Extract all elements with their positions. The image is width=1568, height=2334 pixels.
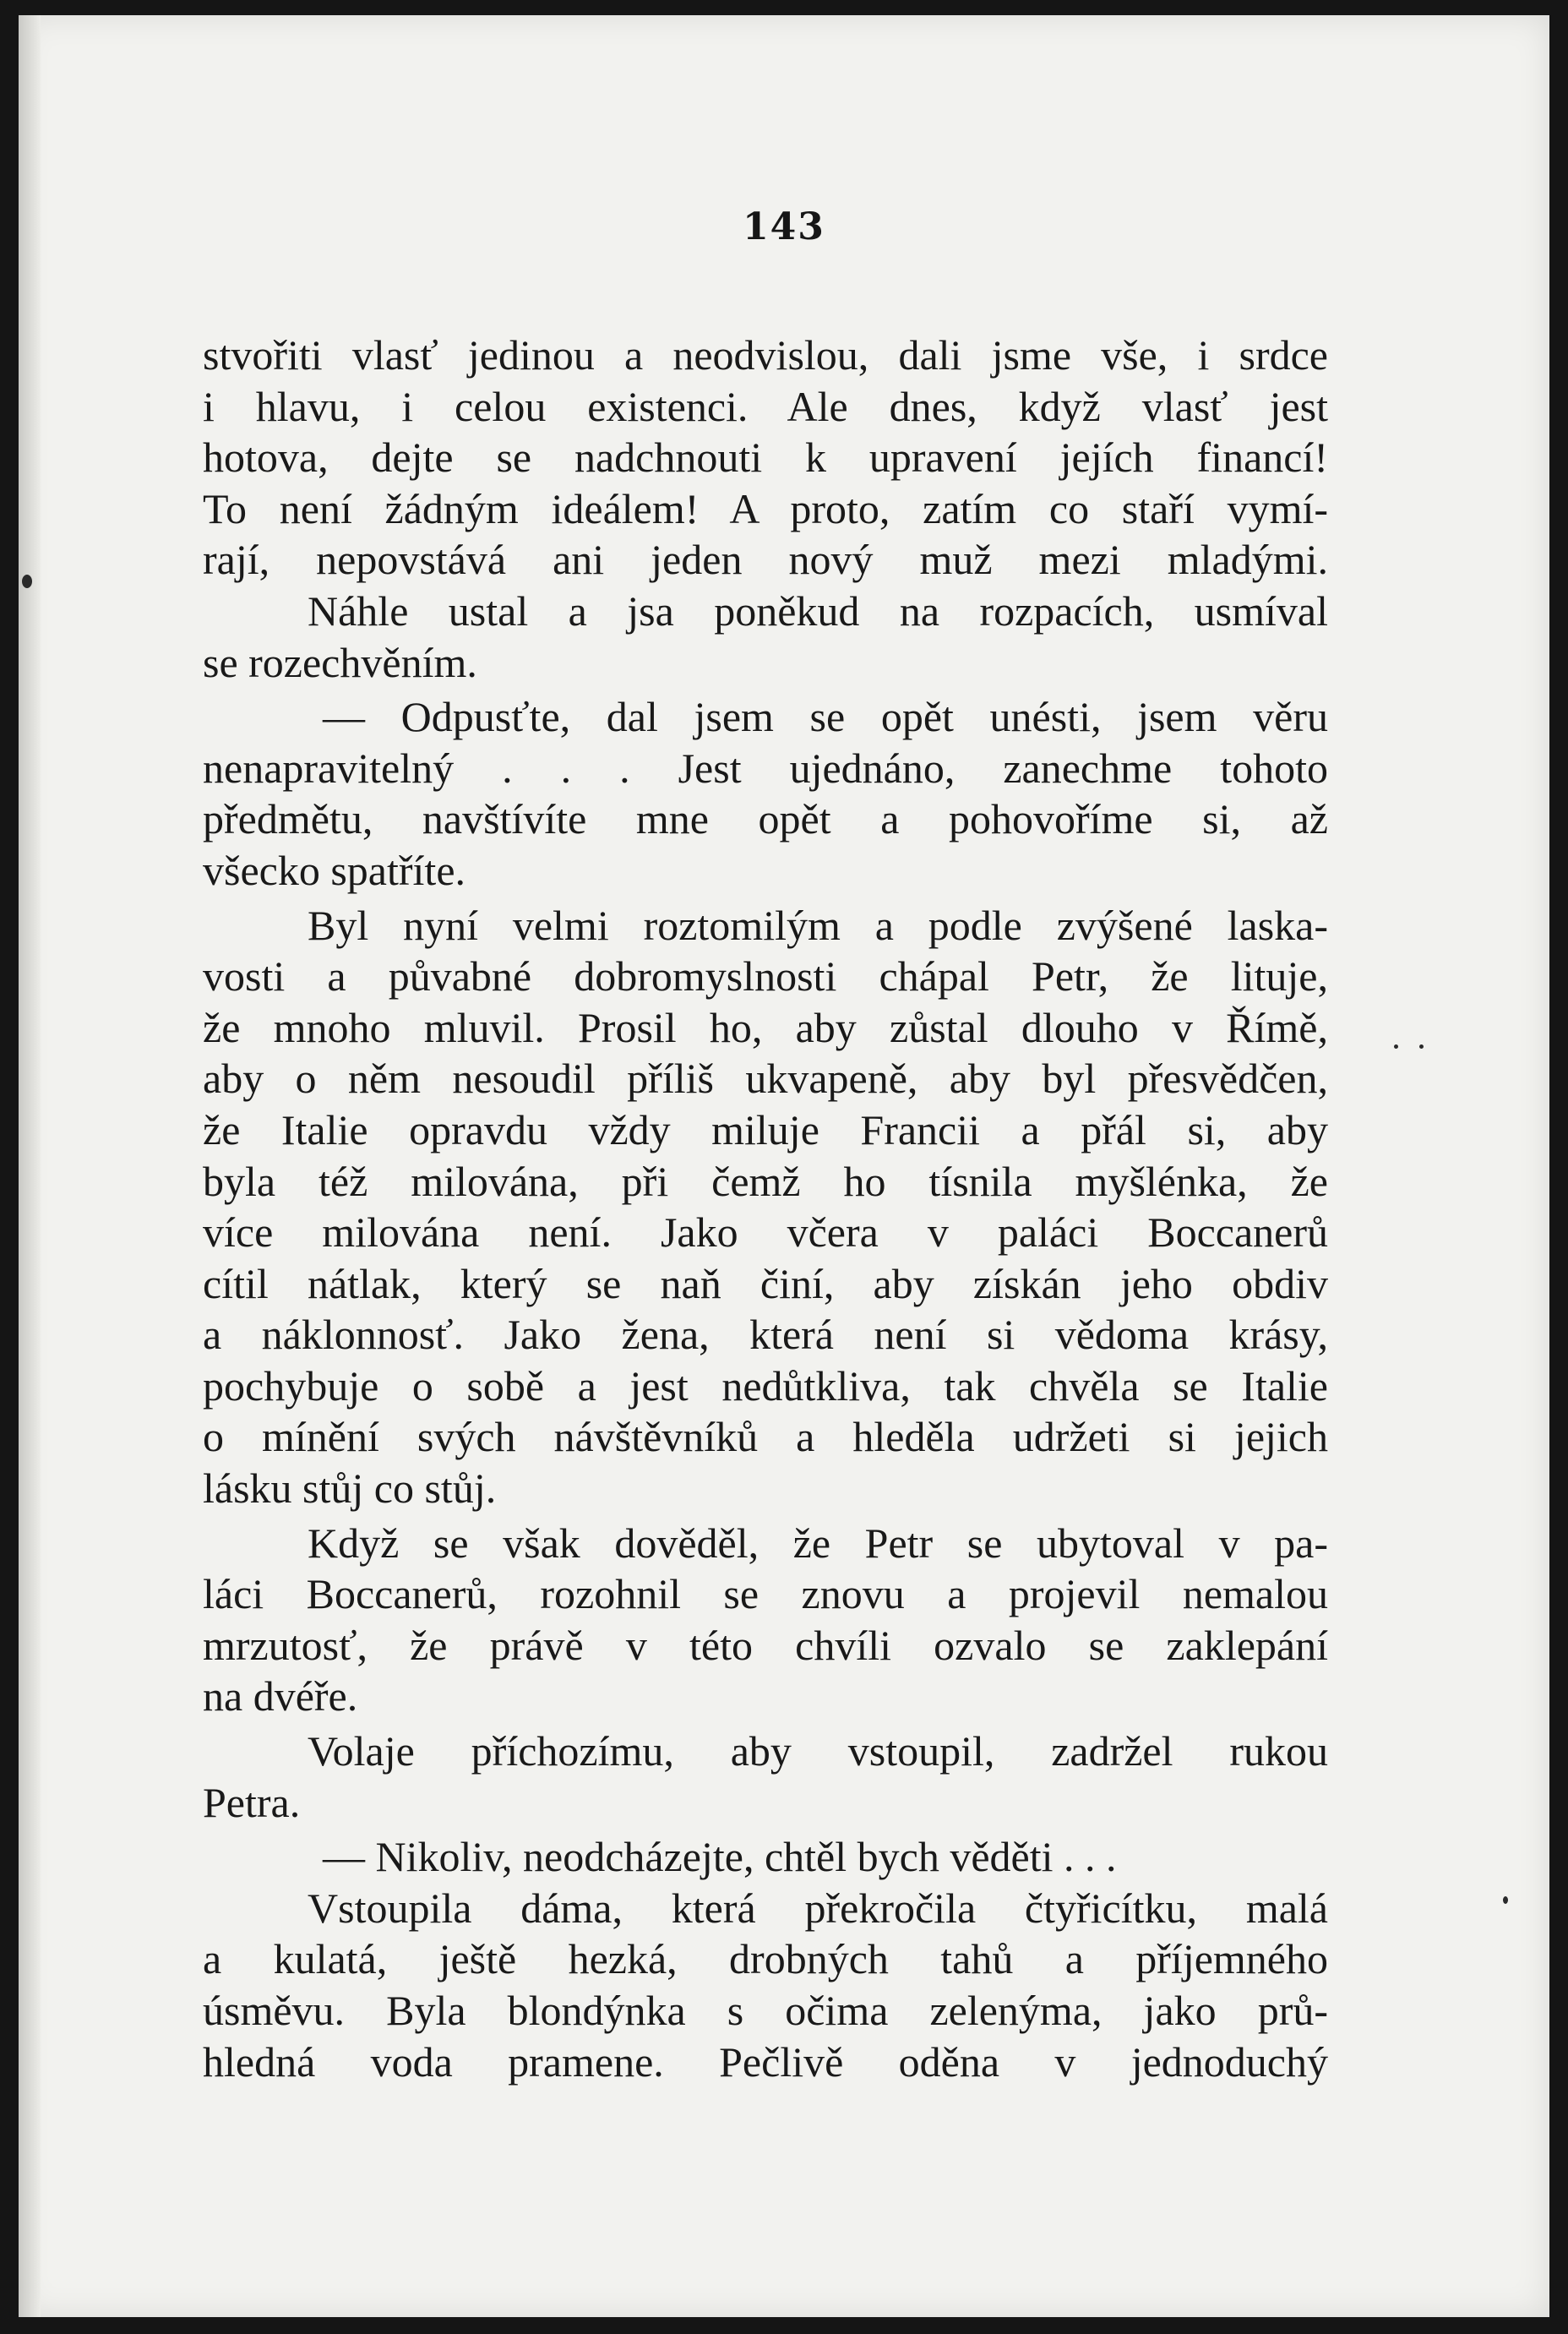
text-line: hotova, dejte se nadchnouti k upravení jejích financí! [203, 434, 1328, 482]
text-line: To není žádným ideálem! A proto, zatím co staří vymí- [203, 484, 1328, 532]
text-line: byla též milována, při čemž ho tísnila myšlénka, že [203, 1157, 1328, 1205]
text-line: lásku stůj co stůj. [203, 1464, 497, 1513]
text-line: o mínění svých návštěvníků a hleděla udržeti si jejich [203, 1413, 1328, 1461]
scan-speck [1394, 1044, 1398, 1049]
text-line: Petra. [203, 1778, 301, 1826]
text-line: Náhle ustal a jsa poněkud na rozpacích, usmíval [308, 586, 1328, 635]
text-line: úsměvu. Byla blondýnka s očima zelenýma, jako prů- [203, 1987, 1328, 2034]
text-line: hledná voda pramene. Pečlivě oděna v jednoduchý [203, 2037, 1328, 2086]
scan-speck [1419, 1044, 1424, 1049]
text-line: stvořiti vlasť jedinou a neodvislou, dali jsme vše, i srdce [203, 331, 1328, 379]
text-line: Byl nyní velmi roztomilým a podle zvýšené laska- [308, 901, 1328, 949]
text-line: rají, nepovstává ani jeden nový muž mezi mladými. [203, 536, 1328, 584]
text-line: vosti a půvabné dobromyslnosti chápal Petr, že lituje, [203, 952, 1328, 1001]
text-line: se rozechvěním. [203, 638, 477, 686]
text-line: a kulatá, ještě hezká, drobných tahů a příjemného [203, 1935, 1328, 1983]
text-line: že mnoho mluvil. Prosil ho, aby zůstal dlouho v Římě, [203, 1003, 1328, 1051]
text-line: — Nikoliv, neodcházejte, chtěl bych věděti . . . [323, 1833, 1117, 1881]
text-line: nenapravitelný . . . Jest ujednáno, zanechme tohoto [203, 744, 1328, 792]
text-line: že Italie opravdu vždy miluje Francii a přál si, aby [203, 1105, 1328, 1153]
text-line: na dvéře. [203, 1672, 358, 1721]
text-line: aby o něm nesoudil příliš ukvapeně, aby byl přesvědčen, [203, 1055, 1328, 1103]
text-line: cítil nátlak, který se naň činí, aby získán jeho obdiv [203, 1259, 1328, 1307]
text-line: láci Boccanerů, rozohnil se znovu a projevil nemalou [203, 1570, 1328, 1618]
scan-speck [22, 575, 32, 588]
page-number: 143 [743, 205, 825, 248]
text-line: Vstoupila dáma, která překročila čtyřicítku, malá [308, 1884, 1328, 1932]
text-line: pochybuje o sobě a jest nedůtkliva, tak chvěla se Italie [203, 1361, 1328, 1410]
text-line: — Odpusťte, dal jsem se opět unésti, jsem věru [323, 693, 1328, 741]
text-line: Volaje příchozímu, aby vstoupil, zadržel rukou [308, 1727, 1328, 1775]
text-line: Když se však dověděl, že Petr se ubytoval v pa- [308, 1519, 1328, 1567]
page-binding-edge [19, 15, 41, 2317]
text-line: více milována není. Jako včera v paláci Boccanerů [203, 1208, 1328, 1257]
text-line: i hlavu, i celou existenci. Ale dnes, když vlasť jest [203, 382, 1328, 430]
book-page [19, 15, 1549, 2317]
text-line: všecko spatříte. [203, 846, 466, 894]
text-line: a náklonnosť. Jako žena, která není si vědoma krásy, [203, 1311, 1328, 1359]
scan-speck [1503, 1896, 1508, 1904]
text-line: předmětu, navštívíte mne opět a pohovoříme si, až [203, 795, 1328, 843]
text-line: mrzutosť, že právě v této chvíli ozvalo se zaklepání [203, 1621, 1328, 1669]
body-text [203, 330, 1328, 2087]
